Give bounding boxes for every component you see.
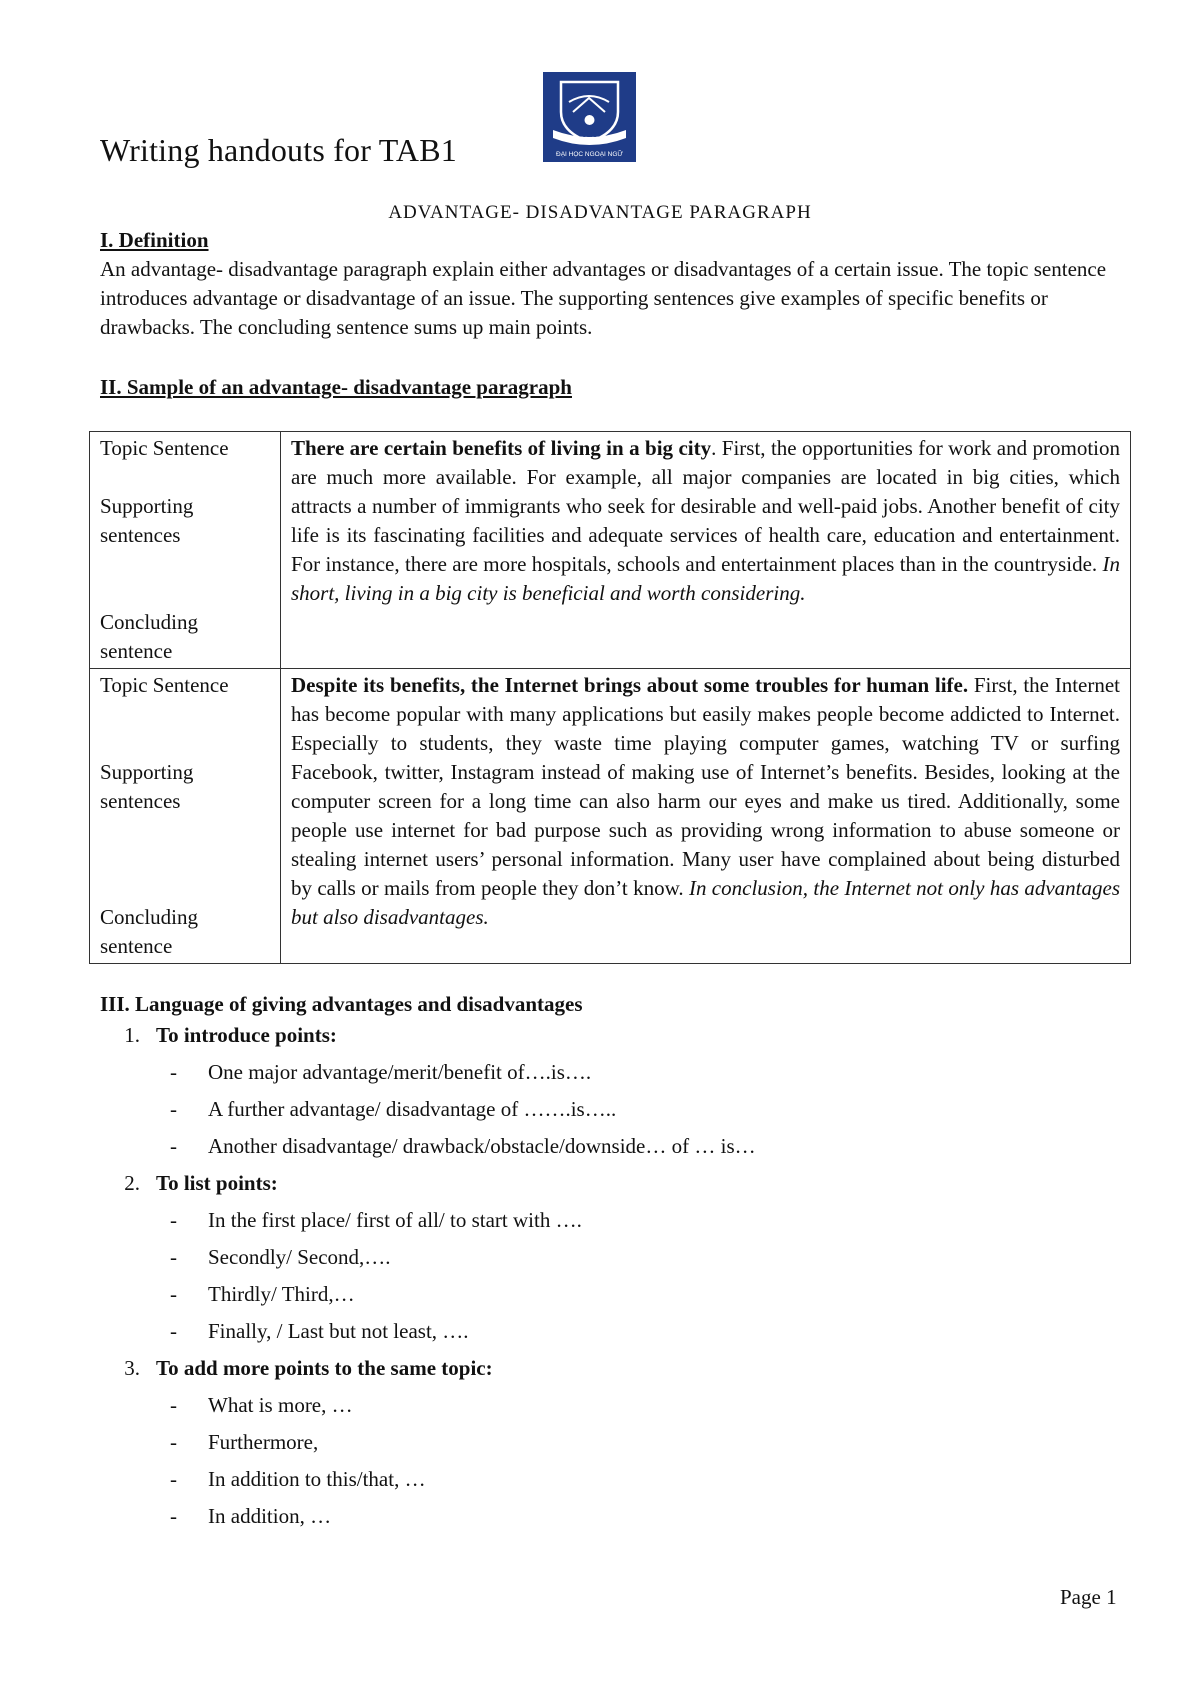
numbered-item: 3. To add more points to the same topic: (124, 1356, 493, 1380)
group-title: To add more points to the same topic: (156, 1356, 493, 1380)
group-title: To introduce points: (156, 1023, 337, 1047)
row-labels-cell (90, 669, 281, 964)
supporting-sentences: . First, the opportunities for work and promotion are much more available. For example, all major companies are located in big cities, which attracts a number of immigrants who seek for desirable and well-paid jobs. Another benefit of city life is its fascinating facilities and adequate services of health care, education and entertainment. For instance, there are more hospitals, schools and entertainment places than in the countryside. (291, 436, 1120, 576)
list-item: - Secondly/ Second,…. (170, 1245, 391, 1269)
logo-badge-text: ULIS (581, 132, 598, 139)
table-row (90, 432, 1131, 669)
page-number: Page 1 (1060, 1585, 1117, 1609)
concluding-sentence: In short, living in a big city is beneficial and worth considering. (291, 552, 1120, 605)
page-title: Writing handouts for TAB1 (100, 132, 457, 168)
list-item: - A further advantage/ disadvantage of …….is….. (170, 1097, 617, 1121)
paragraph-cell (281, 432, 1131, 669)
list-item: - Thirdly/ Third,… (170, 1282, 355, 1306)
sample-paragraph-table (89, 431, 1131, 964)
section-heading-sample: II. Sample of an advantage- disadvantage paragraph (100, 375, 572, 399)
list-item: - Furthermore, (170, 1430, 319, 1454)
row-labels: Topic Sentence Supporting sentences Concluding sentence (100, 673, 229, 958)
list-item: - In addition to this/that, … (170, 1467, 426, 1491)
numbered-item: 1. To introduce points: (124, 1023, 337, 1047)
section-heading-definition: I. Definition (100, 228, 209, 252)
list-item: - Another disadvantage/ drawback/obstacle/downside… of … is… (170, 1134, 756, 1158)
topic-sentence: Despite its benefits, the Internet brings about some troubles for human life. (291, 673, 969, 697)
list-item: - One major advantage/merit/benefit of….is…. (170, 1060, 592, 1084)
row-labels: Topic Sentence Supporting sentences Concluding sentence (100, 436, 229, 663)
row-labels-cell (90, 432, 281, 669)
document-heading: ADVANTAGE- DISADVANTAGE PARAGRAPH (388, 202, 812, 223)
paragraph-cell (281, 669, 1131, 964)
supporting-sentences: First, the Internet has become popular with many applications but easily makes people become addicted to Internet. Especially to students, they waste time playing computer games, watching TV or surfing Facebook, twitter, Instagram instead of making use of Internet’s benefits. Besides, looking at the computer screen for a long time can also harm our eyes and make us tired. Additionally, some people use internet for bad purpose such as providing wrong information to abuse someone or stealing internet users’ personal information. Many user have complained about being disturbed by calls or mails from people they don’t know. (291, 673, 1121, 900)
university-logo (543, 72, 636, 162)
list-item: - Finally, / Last but not least, …. (170, 1319, 469, 1343)
group-title: To list points: (156, 1171, 278, 1195)
list-item: - In addition, … (170, 1504, 332, 1528)
logo-text: ĐẠI HỌC NGOẠI NGỮ (556, 151, 623, 158)
topic-sentence: There are certain benefits of living in a big city (291, 436, 712, 460)
list-item: - What is more, … (170, 1393, 353, 1417)
language-section (100, 992, 1100, 1529)
table-row (90, 669, 1131, 964)
list-item: - In the first place/ first of all/ to start with …. (170, 1208, 582, 1232)
section-heading-language: III. Language of giving advantages and disadvantages (100, 992, 583, 1016)
numbered-item: 2. To list points: (124, 1171, 278, 1195)
concluding-sentence: In conclusion, the Internet not only has advantages but also disadvantages. (291, 876, 1120, 929)
definition-paragraph: An advantage- disadvantage paragraph explain either advantages or disadvantages of a certain issue. The topic sentence introduces advantage or disadvantage of an issue. The supporting sentences give examples of specific benefits or drawbacks. The concluding sentence sums up main points. (100, 257, 1107, 339)
